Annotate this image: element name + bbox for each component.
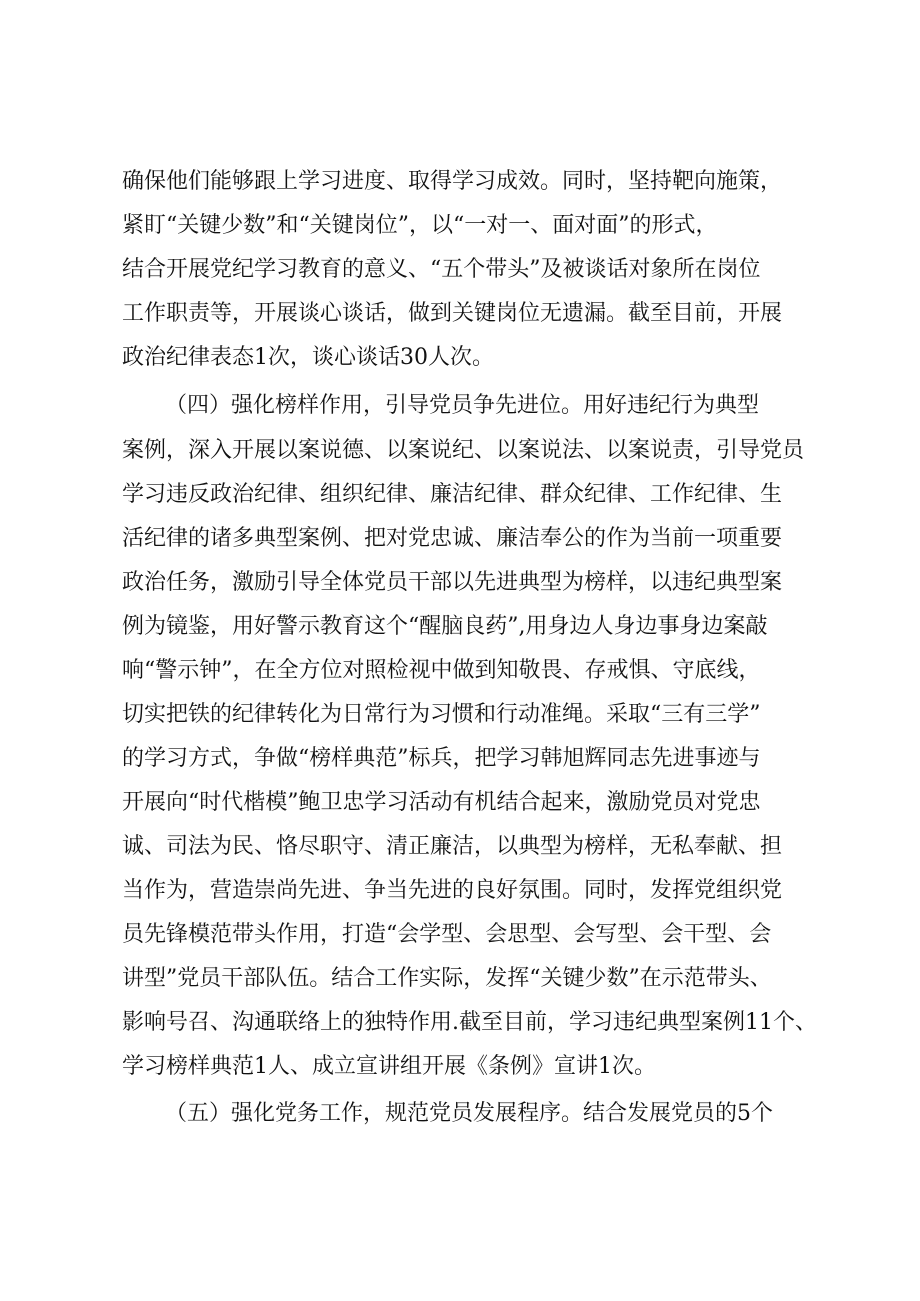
- body-text-line: 诚、司法为民、恪尽职守、清正廉洁，以典型为榜样，无私奉献、担: [122, 834, 783, 859]
- body-text-line: 学习榜样典范1人、成立宣讲组开展《条例》宣讲1次。: [122, 1054, 656, 1079]
- body-text-line: 当作为，营造崇尚先进、争当先进的良好氛围。同时，发挥党组织党: [122, 878, 783, 903]
- body-text-line: 案例，深入开展以案说德、以案说纪、以案说法、以案说责，引导党员: [122, 438, 805, 463]
- body-text-line: 工作职责等，开展谈心谈话，做到关键岗位无遗漏。截至目前，开展: [122, 301, 783, 326]
- body-text-line: 紧盯“关键少数”和“关键岗位”，以“一对一、面对面”的形式，: [122, 213, 718, 238]
- body-text-line: 政治纪律表态1次，谈心谈话30人次。: [122, 345, 494, 370]
- body-text-line: 确保他们能够跟上学习进度、取得学习成效。同时，坚持靶向施策，: [122, 169, 783, 194]
- body-text-line: 结合开展党纪学习教育的意义、“五个带头”及被谈话对象所在岗位: [122, 257, 761, 282]
- section-heading-line: （四）强化榜样作用，引导党员争先进位。用好违纪行为典型: [165, 393, 760, 418]
- section-heading-line: （五）强化党务工作，规范党员发展程序。结合发展党员的5个: [165, 1101, 773, 1126]
- body-text-line: 活纪律的诸多典型案例、把对党忠诚、廉洁奉公的作为当前一项重要: [122, 526, 783, 551]
- body-text-line: 学习违反政治纪律、组织纪律、廉洁纪律、群众纪律、工作纪律、生: [122, 482, 783, 507]
- body-text-line: 讲型”党员干部队伍。结合工作实际，发挥“关键少数”在示范带头、: [122, 966, 772, 991]
- body-text-line: 开展向“时代楷模”鲍卫忠学习活动有机结合起来，激励党员对党忠: [122, 790, 761, 815]
- body-text-line: 例为镜鉴，用好警示教育这个“醒脑良药”,用身边人身边事身边案敲: [122, 614, 768, 639]
- body-text-line: 政治任务，激励引导全体党员干部以先进典型为榜样，以违纪典型案: [122, 570, 783, 595]
- body-text-line: 响“警示钟”，在全方位对照检视中做到知敬畏、存戒惧、守底线，: [122, 658, 761, 683]
- body-text-line: 切实把铁的纪律转化为日常行为习惯和行动准绳。采取“三有三学”: [122, 702, 761, 727]
- body-text-line: 的学习方式，争做“榜样典范”标兵，把学习韩旭辉同志先进事迹与: [122, 746, 761, 771]
- body-text-line: 员先锋模范带头作用，打造“会学型、会思型、会写型、会干型、会: [122, 922, 772, 947]
- body-text-line: 影响号召、沟通联络上的独特作用.截至目前，学习违纪典型案例11个、: [122, 1010, 817, 1035]
